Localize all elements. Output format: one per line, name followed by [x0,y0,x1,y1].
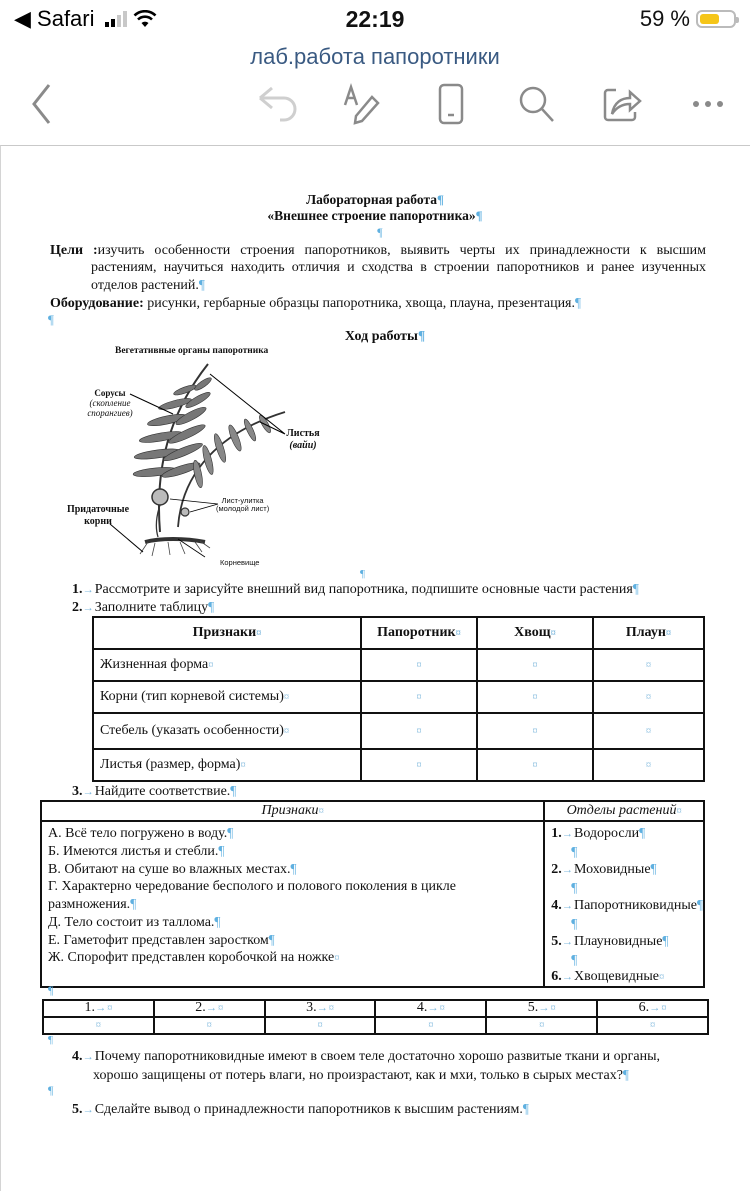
task-5-number: 5. [72,1102,83,1117]
procedure-heading: Ход работы¶ [344,328,426,344]
equipment-label: Оборудование: [50,296,144,311]
answer-cell[interactable]: ¤ [154,1017,265,1034]
undo-button[interactable] [256,82,300,126]
task-2-text: Заполните таблицу [94,600,209,615]
row-label-text: Жизненная форма [100,657,209,672]
figure-title: Вегетативные органы папоротника [115,346,269,356]
goals-label: Цели : [50,243,98,258]
feature-text: Г. Характерно чередование бесполого и полового поколения в цикле размножения. [48,879,456,912]
more-button[interactable] [686,82,730,126]
division-number: 4. [551,898,562,913]
task-5: 5.→Сделайте вывод о принадлежности папоротников к высшим растениям.¶ [72,1101,529,1117]
division-number: 1. [551,826,562,841]
feature-item: Ж. Спорофит представлен коробочкой на ножке¤ [48,950,340,965]
answer-cell[interactable]: ¤ [361,649,477,681]
undo-icon [256,84,300,124]
answer-cell[interactable]: ¤ [593,713,704,749]
search-icon [516,84,556,124]
table-header-row [93,617,704,649]
procedure-heading-text: Ход работы [344,329,418,344]
equipment-paragraph: Оборудование: рисунки, гербарные образцы папоротника, хвоща, плауна, презентация.¶ [50,295,582,311]
fern-illustration [60,342,330,567]
row-label-text: Стебель (указать особенности) [100,723,284,738]
table-row [93,649,704,681]
share-button[interactable] [600,82,644,126]
task-4: 4.→Почему папоротниковидные имеют в своем теле достаточно хорошо развитые ткани и органы, хорошо защищены от потерь влаги, но произрастают, как и мхи, только в сырых местах?¶ [72,1049,660,1083]
toolbar [0,78,750,130]
header-fern: Папоротник [377,625,456,640]
label-leaves [278,428,328,452]
pilcrow: ¶ [48,1083,54,1097]
header-cell: Хвощ¤ [477,617,593,649]
division-item: 4.→Папоротниковидные¶ [551,897,703,913]
lab-subheading: «Внешнее строение папоротника»¶ [267,208,483,223]
goals-text: изучить особенности строения папоротников, выявить черты их принадлежности к высшим растениям, научиться находить отличия и сходства в строении папоротников и ранее изученных отделов растений. [91,243,707,293]
division-item: 1.→Водоросли¶ [551,825,646,841]
division-number: 5. [551,934,562,949]
comparison-table [92,616,705,782]
feature-item: Е. Гаметофит представлен заростком¶ [48,932,275,948]
division-item: 2.→Моховидные¶ [551,861,657,877]
answer-cell[interactable]: ¤ [593,649,704,681]
feature-text: Д. Тело состоит из таллома. [48,915,215,930]
table-row [93,713,704,749]
table-row [41,821,704,987]
answer-cell[interactable]: ¤ [265,1017,376,1034]
header-features: Признаки [192,625,257,640]
task-2: 2.→Заполните таблицу¶ [72,599,215,615]
task-3-text: Найдите соответствие. [94,784,231,799]
label-fiddlehead [216,497,269,513]
task-1: 1.→Рассмотрите и зарисуйте внешний вид папоротника, подпишите основные части растения¶ [72,581,639,597]
answer-cell[interactable]: ¤ [361,749,477,781]
answer-cell[interactable]: ¤ [361,681,477,713]
back-app-label[interactable]: ◀ Safari [14,6,95,31]
heading-line-2: «Внешнее строение папоротника» [267,208,476,223]
back-button[interactable] [20,82,64,126]
answer-cell[interactable]: ¤ [593,749,704,781]
lab-heading: Лабораторная работа¶ [306,192,444,207]
heading-line-1: Лабораторная работа [306,192,437,207]
col-number: 1. [84,1000,95,1015]
pilcrow: ¶ [377,225,383,239]
label-rhizome: Корневище [220,558,260,567]
label-sori [75,388,145,418]
answer-cell[interactable]: ¤ [593,681,704,713]
answer-grid-col: 1.→¤ [43,1000,154,1017]
task-5-text: Сделайте вывод о принадлежности папоротников к высшим растениям. [94,1102,523,1117]
label-leaves-title: Листья [286,428,320,439]
feature-text: В. Обитают на суше во влажных местах. [48,862,291,877]
answer-cell[interactable]: ¤ [43,1017,154,1034]
row-label: Жизненная форма¤ [93,649,361,681]
feature-text: Ж. Спорофит представлен коробочкой на ножке [48,950,335,965]
row-label-text: Листья (размер, форма) [100,757,241,772]
label-roots-line-2: корни [84,516,112,527]
table-header-row [41,801,704,821]
answer-cell[interactable]: ¤ [477,713,593,749]
header-cell: Признаки¤ [41,801,544,821]
label-roots-line-1: Придаточные [66,504,130,515]
battery-percent: 59 % [639,6,690,31]
feature-text: А. Всё тело погружено в воду. [48,826,228,841]
status-bar [0,0,750,42]
markup-pen-icon [342,83,382,125]
pilcrow: ¶ [360,568,365,580]
header-clubmoss: Плаун [625,625,666,640]
division-number: 6. [551,969,562,984]
header-cell: Папоротник¤ [361,617,477,649]
features-cell [41,821,544,987]
document-title: лаб.работа папоротники [250,44,500,69]
feature-item: В. Обитают на суше во влажных местах.¶ [48,861,297,877]
answer-cell[interactable]: ¤ [477,749,593,781]
division-name: Папоротниковидные [573,898,697,913]
battery-icon [696,10,736,28]
answer-cell[interactable]: ¤ [477,649,593,681]
division-number: 2. [551,862,562,877]
feature-text: Е. Гаметофит представлен заростком [48,933,269,948]
task-1-text: Рассмотрите и зарисуйте внешний вид папоротника, подпишите основные части растения [94,582,633,597]
clock: 22:19 [345,6,405,32]
answer-grid-col: 5.→¤ [486,1000,597,1017]
row-label-text: Корни (тип корневой системы) [100,689,284,704]
answer-cell[interactable]: ¤ [375,1017,486,1034]
division-name: Водоросли [573,826,640,841]
answer-grid-col: 6.→¤ [597,1000,708,1017]
answer-grid-row [43,1017,708,1034]
task-3: 3.→Найдите соответствие.¶ [72,783,237,799]
label-roots [58,504,138,528]
label-fiddlehead-note: (молодой лист) [216,504,270,513]
row-label: Стебель (указать особенности)¤ [93,713,361,749]
row-label: Корни (тип корневой системы)¤ [93,681,361,713]
col-number: 2. [195,1000,206,1015]
feature-item: Д. Тело состоит из таллома.¶ [48,914,221,930]
equipment-text: рисунки, гербарные образцы папоротника, хвоща, плауна, презентация. [143,296,575,311]
col-number: 4. [416,1000,428,1015]
phone-view-icon [438,83,464,125]
feature-text: Б. Имеются листья и стебли. [48,844,219,859]
label-fiddlehead-title: Лист-улитка [221,496,264,505]
answer-grid-col: 4.→¤ [375,1000,486,1017]
header-cell: Отделы растений¤ [544,801,704,821]
table-row [93,749,704,781]
division-item: 5.→Плауновидные¶ [551,933,669,949]
answer-cell[interactable]: ¤ [486,1017,597,1034]
col-number: 6. [638,1000,650,1015]
more-icon [691,99,725,109]
division-name: Хвощевидные [573,969,659,984]
header-horsetail: Хвощ [514,625,551,640]
fern-diagram [60,342,330,567]
pilcrow: ¶ [48,1034,53,1046]
matching-table [40,800,705,988]
task-4-text: Почему папоротниковидные имеют в своем теле достаточно хорошо развитые ткани и органы, хорошо защищены от потерь влаги, но произрастают, как и мхи, только в сырых местах? [93,1049,660,1083]
label-sori-note-2: спорангиев) [87,408,133,418]
row-label: Листья (размер, форма)¤ [93,749,361,781]
feature-item: А. Всё тело погружено в воду.¶ [48,825,234,841]
divisions-cell: 1.→Водоросли¶ ¶ 2.→Моховидные¶ ¶ 4.→Папоротниковидные¶ ¶ 5.→Плауновидные¶ ¶ 6.→Хвощевидные¤ [544,821,704,987]
task-3-number: 3. [72,784,83,799]
header-cell: Признаки¤ [93,617,361,649]
task-1-number: 1. [72,582,83,597]
table-row [93,681,704,713]
pilcrow: ¶ [48,983,54,997]
markup-button[interactable] [340,82,384,126]
answer-grid-col: 2.→¤ [154,1000,265,1017]
search-button[interactable] [514,82,558,126]
header-divisions: Отделы растений [566,803,677,818]
feature-item: Г. Характерно чередование бесполого и полового поколения в цикле размножения.¶ [48,879,456,912]
col-number: 5. [527,1000,539,1015]
label-sori-note-1: (скопление [89,398,131,408]
feature-item: Б. Имеются листья и стебли.¶ [48,843,225,859]
answer-grid [42,999,709,1035]
division-name: Моховидные [573,862,651,877]
answer-cell[interactable]: ¤ [361,713,477,749]
answer-grid-header [43,1000,708,1017]
share-icon [602,84,642,124]
pilcrow: ¶ [48,312,54,327]
answer-cell[interactable]: ¤ [477,681,593,713]
view-button[interactable] [429,82,473,126]
task-2-number: 2. [72,600,83,615]
label-leaves-note: (вайи) [289,440,317,451]
division-item: 6.→Хвощевидные¤ [551,969,665,984]
task-4-number: 4. [72,1049,83,1064]
label-sori-title: Сорусы [94,388,126,398]
col-number: 3. [306,1000,317,1015]
header-features: Признаки [261,803,319,818]
back-icon [29,83,55,125]
answer-cell[interactable]: ¤ [597,1017,708,1034]
goals-paragraph: Цели :изучить особенности строения папоротников, выявить черты их принадлежности к высшим растениям, научиться находить отличия и сходства в строении папоротников и ранее изученных отделов растений.¶ [50,243,707,293]
header-cell: Плаун¤ [593,617,704,649]
answer-grid-col: 3.→¤ [265,1000,376,1017]
division-name: Плауновидные [573,934,663,949]
